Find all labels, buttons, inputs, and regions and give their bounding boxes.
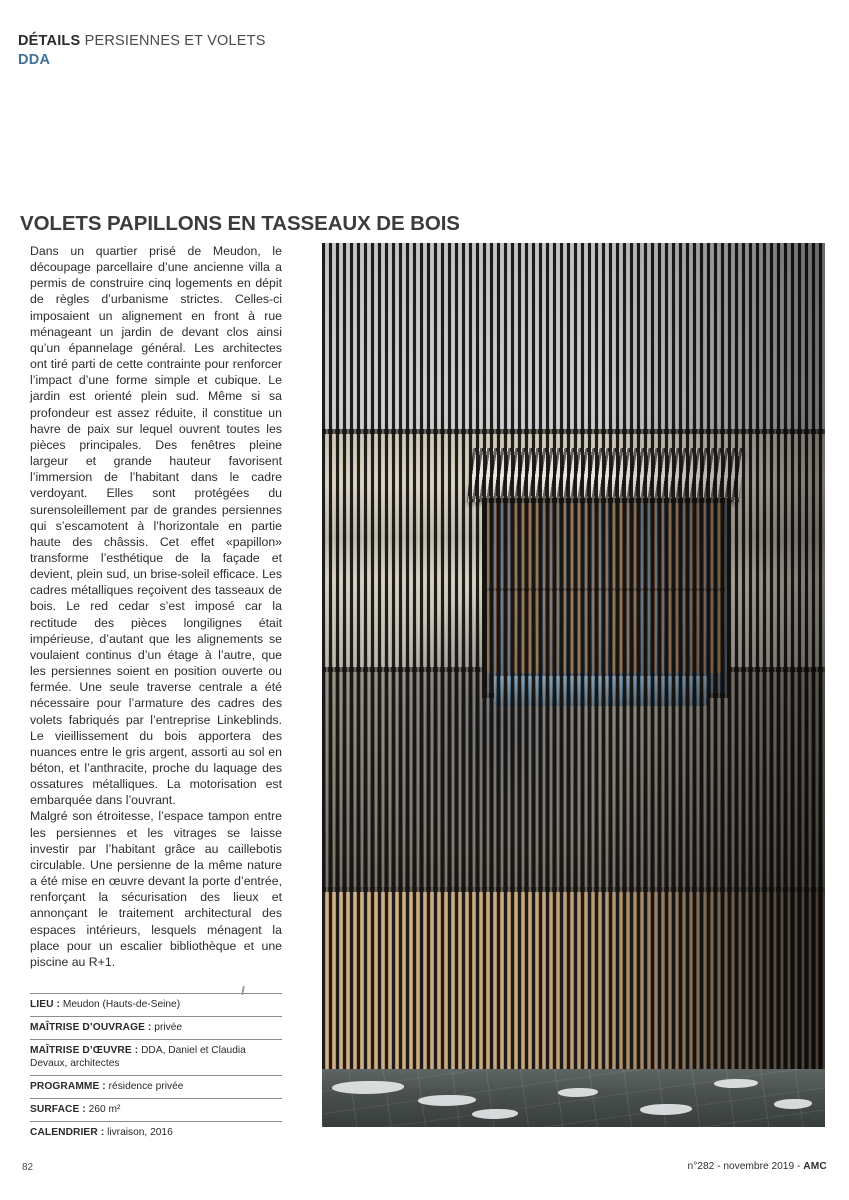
window-glazing [494, 676, 709, 706]
credit-key: PROGRAMME : [30, 1081, 106, 1092]
article-body [30, 243, 282, 970]
credit-value: Meudon (Hauts-de-Seine) [62, 999, 181, 1010]
running-head-section-line [18, 32, 266, 51]
shutter-central-traverse [487, 588, 725, 591]
issue-line [688, 1161, 827, 1172]
credit-key: SURFACE : [30, 1104, 86, 1115]
credit-value: 260 m² [88, 1104, 121, 1115]
credit-value: résidence privée [108, 1081, 184, 1092]
shutter-leaf-open-horizontal [467, 448, 746, 502]
credit-row [30, 1098, 282, 1121]
project-photograph [322, 243, 825, 1127]
credit-value: livraison, 2016 [107, 1127, 173, 1138]
credit-key: MAÎTRISE D’OUVRAGE : [30, 1022, 152, 1033]
page-number: 82 [22, 1162, 34, 1173]
issue-text: n°282 - novembre 2019 - [687, 1161, 804, 1172]
credit-value: privée [154, 1022, 183, 1033]
magazine-name: AMC [803, 1161, 827, 1172]
credit-row [30, 1075, 282, 1098]
running-head-kicker: DÉTAILS [18, 33, 81, 49]
credit-key: MAÎTRISE D’ŒUVRE : [30, 1045, 139, 1056]
butterfly-shutter [482, 448, 730, 698]
running-head-section: PERSIENNES ET VOLETS [84, 33, 266, 49]
running-head-agency: DDA [18, 52, 51, 69]
article-title: VOLETS PAPILLONS EN TASSEAUX DE BOIS [20, 211, 460, 235]
credit-row [30, 993, 282, 1016]
credit-row [30, 1016, 282, 1039]
credit-key: CALENDRIER : [30, 1127, 105, 1138]
running-head [18, 32, 266, 70]
credit-row [30, 1121, 282, 1142]
facade-band-upper [322, 243, 825, 431]
credit-value: DDA, Daniel et Claudia Devaux, architectes [30, 1045, 246, 1069]
credit-key: LIEU : [30, 999, 61, 1010]
body-paragraph: Dans un quartier prisé de Meudon, le découpage parcellaire d’une ancienne villa a permis de construire cinq logements en dépit de règles d’urbanisme strictes. Celles-ci imposaient un alignement en front à rue ménageant un jardin de devant clos ainsi qu’un épannelage général. Les architectes ont tiré parti de cette contrainte pour renforcer l’impact d’une forme simple et cubique. Le jardin est orienté plein sud. Même si sa profondeur est assez réduite, il constitue un havre de paix sur lequel ouvrent toutes les pièces principales. Des fenêtres pleine largeur et grande hauteur favorisent l’immersion de l’habitant dans le cadre verdoyant. Elles sont protégées du surensoleillement par de grandes persiennes qui s’escamotent à l’horizontale en partie haute des châssis. Cet effet «papillon» transforme l’esthétique de la façade et devient, plein sud, un brise-soleil efficace. Les cadres métalliques reçoivent des tasseaux de bois. Le red cedar s’est imposé car la rectitude des pièces longilignes était impérieuse, d’autant que les alignements se voulaient continus d’un étage à l’autre, que les persiennes soient en position ouverte ou fermée. Une seule traverse centrale a été nécessaire pour l’armature des cadres des volets fabriqués par l’entreprise Linkeblinds. Le vieillissement du bois apportera des nuances entre le gris argent, assorti au sol en béton, et l’anthracite, proche du laquage des ossatures métalliques. La motorisation est embarquée dans l’ouvrant. [30, 244, 282, 808]
credit-row [30, 1039, 282, 1075]
facade-rail [322, 429, 825, 434]
cobblestone-pavement [322, 1069, 825, 1127]
body-paragraph: Malgré son étroitesse, l’espace tampon entre les persiennes et les vitrages se laisse investir par l’habitant grâce au caillebotis circulable. Une persienne de la même nature a été mise en œuvre devant la porte d’entrée, renforçant la sécurisation des lieux et annonçant le traitement architectural des espaces intérieurs, lesquels ménagent la place pour un escalier bibliothèque et une piscine au R+1. [30, 809, 282, 969]
facade-rail [322, 887, 825, 892]
project-credits [30, 993, 282, 1142]
